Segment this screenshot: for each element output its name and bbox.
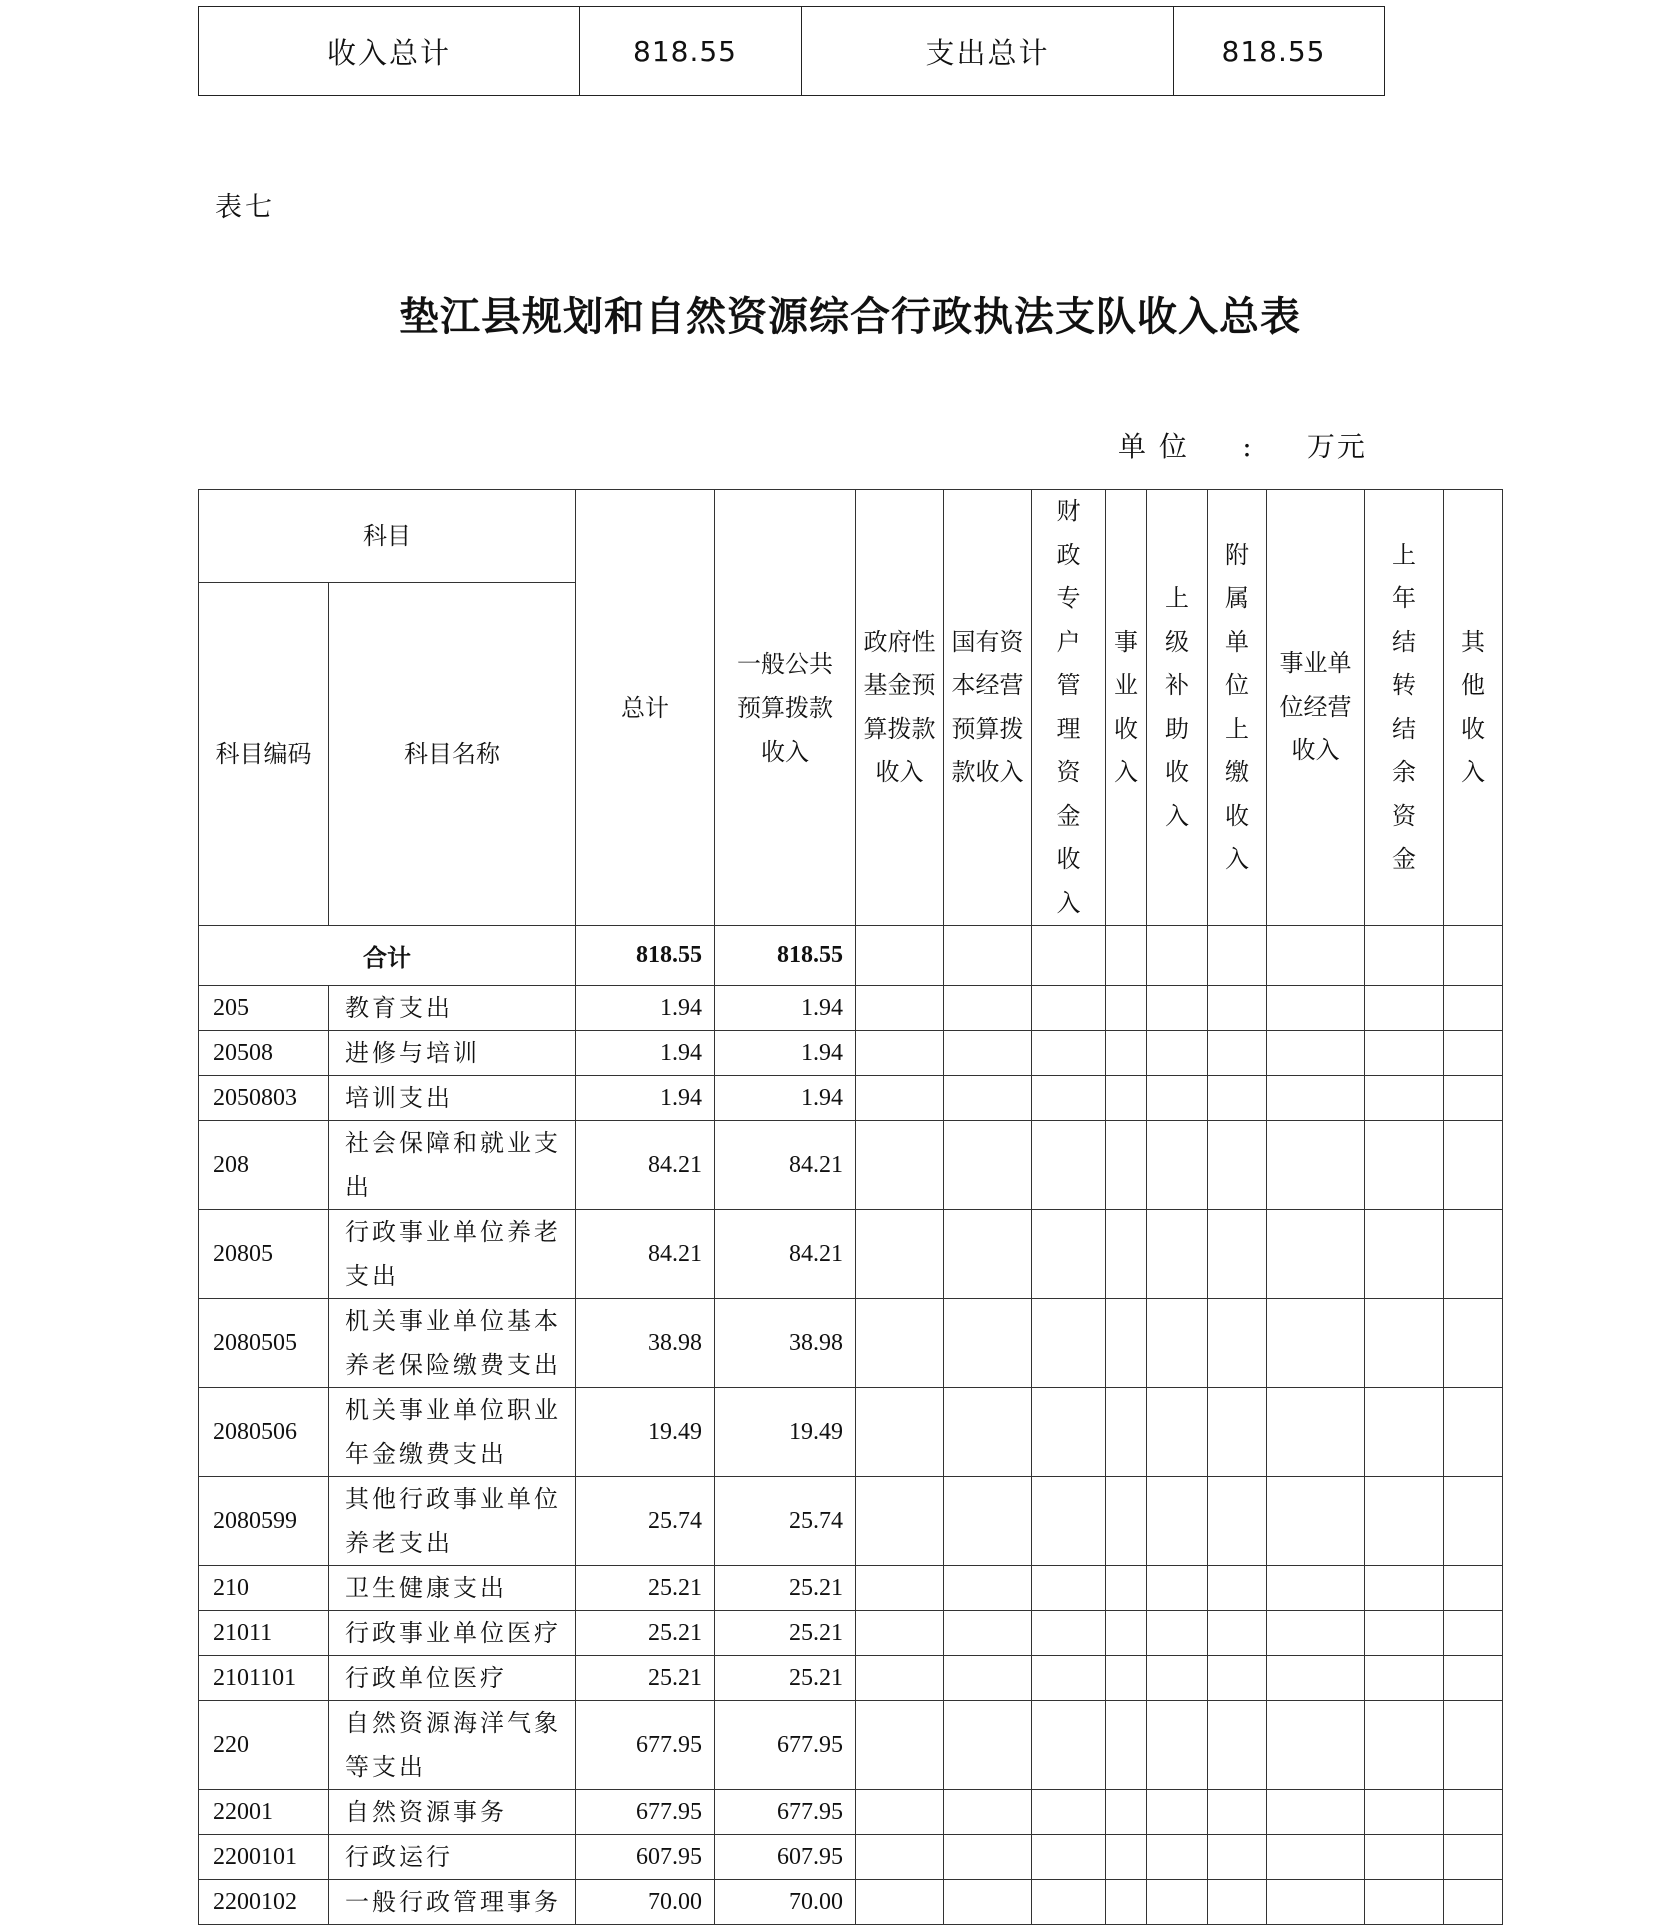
total-cell: 70.00 — [576, 1880, 715, 1925]
empty-cell — [1147, 1611, 1208, 1656]
empty-cell — [944, 1299, 1032, 1388]
empty-cell — [1032, 1388, 1106, 1477]
empty-cell — [1267, 926, 1365, 986]
empty-cell — [1444, 1031, 1503, 1076]
empty-cell — [1444, 1121, 1503, 1210]
empty-cell — [1032, 1477, 1106, 1566]
empty-cell — [856, 1656, 944, 1701]
subject-code-cell: 20805 — [199, 1210, 329, 1299]
empty-cell — [1208, 1477, 1267, 1566]
empty-cell — [1267, 1477, 1365, 1566]
empty-cell — [1032, 926, 1106, 986]
total-cell: 19.49 — [576, 1388, 715, 1477]
empty-cell — [1147, 1835, 1208, 1880]
empty-cell — [1267, 1566, 1365, 1611]
table-row — [199, 1031, 1503, 1076]
subject-code-cell: 2101101 — [199, 1656, 329, 1701]
empty-cell — [856, 1388, 944, 1477]
empty-cell — [1208, 986, 1267, 1031]
table-row — [199, 1388, 1503, 1477]
empty-cell — [1106, 1656, 1147, 1701]
subject-name-cell: 进修与培训 — [329, 1031, 576, 1076]
empty-cell — [1444, 1835, 1503, 1880]
empty-cell — [856, 1299, 944, 1388]
empty-cell — [1267, 1656, 1365, 1701]
empty-cell — [1147, 986, 1208, 1031]
empty-cell — [1267, 1299, 1365, 1388]
unit-line — [1118, 425, 1367, 465]
empty-cell — [1147, 1477, 1208, 1566]
empty-cell — [1208, 1611, 1267, 1656]
total-row-label: 合计 — [199, 926, 576, 986]
table-row — [199, 1701, 1503, 1790]
empty-cell — [1032, 1656, 1106, 1701]
general-budget-header: 一般公共预算拨款收入 — [715, 490, 856, 926]
empty-cell — [856, 1790, 944, 1835]
empty-cell — [1267, 1388, 1365, 1477]
empty-cell — [1365, 1299, 1444, 1388]
empty-cell — [856, 1210, 944, 1299]
empty-cell — [1208, 1566, 1267, 1611]
table-row — [199, 1299, 1503, 1388]
table-row — [199, 1210, 1503, 1299]
empty-cell — [1444, 1210, 1503, 1299]
total-row-total: 818.55 — [576, 926, 715, 986]
subject-name-cell: 自然资源事务 — [329, 1790, 576, 1835]
empty-cell — [1267, 1076, 1365, 1121]
empty-cell — [1032, 1076, 1106, 1121]
empty-cell — [1208, 1121, 1267, 1210]
gov-fund-header: 政府性基金预算拨款收入 — [856, 490, 944, 926]
empty-cell — [1208, 1835, 1267, 1880]
general-budget-cell: 25.21 — [715, 1611, 856, 1656]
empty-cell — [1444, 1656, 1503, 1701]
subject-code-cell: 2200101 — [199, 1835, 329, 1880]
empty-cell — [1208, 1656, 1267, 1701]
empty-cell — [1106, 1388, 1147, 1477]
general-budget-cell: 70.00 — [715, 1880, 856, 1925]
fiscal-special-header: 财政专户管理资金收入 — [1032, 490, 1106, 926]
unit-label: 单 位 — [1118, 430, 1189, 463]
empty-cell — [1365, 1121, 1444, 1210]
empty-cell — [1147, 1210, 1208, 1299]
empty-cell — [856, 1835, 944, 1880]
table-row — [199, 986, 1503, 1031]
empty-cell — [1147, 1701, 1208, 1790]
subject-name-cell: 行政事业单位养老支出 — [329, 1210, 576, 1299]
total-header: 总计 — [576, 490, 715, 926]
empty-cell — [1208, 1790, 1267, 1835]
empty-cell — [1208, 926, 1267, 986]
empty-cell — [1208, 1388, 1267, 1477]
empty-cell — [1032, 1790, 1106, 1835]
other-income-header: 其他收入 — [1444, 490, 1503, 926]
table-row — [199, 1790, 1503, 1835]
total-row-general-budget: 818.55 — [715, 926, 856, 986]
superior-subsidy-header: 上级补助收入 — [1147, 490, 1208, 926]
empty-cell — [856, 1477, 944, 1566]
subject-name-cell: 其他行政事业单位养老支出 — [329, 1477, 576, 1566]
total-cell: 1.94 — [576, 1076, 715, 1121]
empty-cell — [1444, 1611, 1503, 1656]
empty-cell — [944, 1076, 1032, 1121]
subject-code-cell: 220 — [199, 1701, 329, 1790]
empty-cell — [1365, 1388, 1444, 1477]
empty-cell — [1106, 1611, 1147, 1656]
empty-cell — [944, 1566, 1032, 1611]
table-row — [199, 1611, 1503, 1656]
empty-cell — [1147, 1031, 1208, 1076]
empty-cell — [1106, 926, 1147, 986]
total-cell: 84.21 — [576, 1121, 715, 1210]
empty-cell — [1267, 1790, 1365, 1835]
income-expense-summary-table — [198, 6, 1385, 96]
empty-cell — [1365, 1880, 1444, 1925]
empty-cell — [856, 926, 944, 986]
empty-cell — [944, 1388, 1032, 1477]
code-header: 科目编码 — [199, 583, 329, 926]
empty-cell — [1365, 986, 1444, 1031]
subject-name-cell: 行政事业单位医疗 — [329, 1611, 576, 1656]
table-row — [199, 1880, 1503, 1925]
empty-cell — [1365, 1566, 1444, 1611]
empty-cell — [1147, 1790, 1208, 1835]
empty-cell — [1365, 1031, 1444, 1076]
total-cell: 38.98 — [576, 1299, 715, 1388]
empty-cell — [1444, 1388, 1503, 1477]
general-budget-cell: 677.95 — [715, 1701, 856, 1790]
general-budget-cell: 1.94 — [715, 1076, 856, 1121]
empty-cell — [1032, 1031, 1106, 1076]
subject-name-cell: 教育支出 — [329, 986, 576, 1031]
empty-cell — [1106, 1210, 1147, 1299]
empty-cell — [1147, 1076, 1208, 1121]
table-row — [199, 1076, 1503, 1121]
general-budget-cell: 25.21 — [715, 1566, 856, 1611]
empty-cell — [944, 926, 1032, 986]
empty-cell — [1147, 1656, 1208, 1701]
empty-cell — [1106, 1880, 1147, 1925]
empty-cell — [1208, 1076, 1267, 1121]
empty-cell — [1365, 1790, 1444, 1835]
empty-cell — [1444, 1566, 1503, 1611]
subject-header: 科目 — [199, 490, 576, 583]
empty-cell — [1106, 1299, 1147, 1388]
empty-cell — [1147, 1121, 1208, 1210]
total-cell: 1.94 — [576, 1031, 715, 1076]
empty-cell — [1147, 1388, 1208, 1477]
empty-cell — [944, 1477, 1032, 1566]
subject-name-cell: 卫生健康支出 — [329, 1566, 576, 1611]
empty-cell — [944, 1031, 1032, 1076]
empty-cell — [1208, 1299, 1267, 1388]
subject-name-cell: 机关事业单位职业年金缴费支出 — [329, 1388, 576, 1477]
empty-cell — [1147, 926, 1208, 986]
empty-cell — [1032, 1835, 1106, 1880]
empty-cell — [1444, 986, 1503, 1031]
empty-cell — [1032, 1121, 1106, 1210]
subject-code-cell: 2080505 — [199, 1299, 329, 1388]
empty-cell — [1365, 926, 1444, 986]
total-cell: 84.21 — [576, 1210, 715, 1299]
empty-cell — [856, 1076, 944, 1121]
empty-cell — [944, 1701, 1032, 1790]
subject-code-cell: 205 — [199, 986, 329, 1031]
empty-cell — [856, 1031, 944, 1076]
data-rows — [199, 986, 1503, 1925]
subject-name-cell: 行政运行 — [329, 1835, 576, 1880]
header-row-1 — [199, 490, 1503, 583]
empty-cell — [1444, 1477, 1503, 1566]
subject-code-cell: 21011 — [199, 1611, 329, 1656]
empty-cell — [1444, 1880, 1503, 1925]
table-row — [199, 1477, 1503, 1566]
empty-cell — [944, 1210, 1032, 1299]
empty-cell — [1267, 1701, 1365, 1790]
empty-cell — [1208, 1031, 1267, 1076]
empty-cell — [1147, 1299, 1208, 1388]
total-cell: 1.94 — [576, 986, 715, 1031]
name-header: 科目名称 — [329, 583, 576, 926]
subject-name-cell: 机关事业单位基本养老保险缴费支出 — [329, 1299, 576, 1388]
general-budget-cell: 677.95 — [715, 1790, 856, 1835]
empty-cell — [1032, 1701, 1106, 1790]
unit-colon: : — [1242, 430, 1254, 463]
empty-cell — [1444, 926, 1503, 986]
empty-cell — [944, 1121, 1032, 1210]
empty-cell — [1365, 1210, 1444, 1299]
income-summary-table — [198, 489, 1503, 1925]
empty-cell — [1106, 1835, 1147, 1880]
state-capital-header: 国有资本经营预算拨款收入 — [944, 490, 1032, 926]
total-row — [199, 926, 1503, 986]
empty-cell — [1444, 1299, 1503, 1388]
empty-cell — [856, 1701, 944, 1790]
table-row — [199, 1121, 1503, 1210]
empty-cell — [1147, 1566, 1208, 1611]
empty-cell — [1032, 1566, 1106, 1611]
empty-cell — [1106, 1031, 1147, 1076]
empty-cell — [1032, 1880, 1106, 1925]
general-budget-cell: 84.21 — [715, 1210, 856, 1299]
empty-cell — [1365, 1656, 1444, 1701]
empty-cell — [944, 1880, 1032, 1925]
empty-cell — [1147, 1880, 1208, 1925]
general-budget-cell: 1.94 — [715, 1031, 856, 1076]
subject-code-cell: 210 — [199, 1566, 329, 1611]
page-title: 垫江县规划和自然资源综合行政执法支队收入总表 — [399, 294, 1301, 340]
empty-cell — [1267, 1210, 1365, 1299]
table-number-label: 表七 — [215, 192, 275, 223]
income-total-value: 818.55 — [580, 7, 802, 96]
empty-cell — [1267, 986, 1365, 1031]
total-cell: 677.95 — [576, 1701, 715, 1790]
empty-cell — [856, 1566, 944, 1611]
empty-cell — [1032, 1611, 1106, 1656]
general-budget-cell: 607.95 — [715, 1835, 856, 1880]
empty-cell — [1032, 1299, 1106, 1388]
empty-cell — [944, 1790, 1032, 1835]
subject-code-cell: 2050803 — [199, 1076, 329, 1121]
subject-name-cell: 行政单位医疗 — [329, 1656, 576, 1701]
total-cell: 25.21 — [576, 1611, 715, 1656]
empty-cell — [1106, 1121, 1147, 1210]
subject-code-cell: 22001 — [199, 1790, 329, 1835]
table-row — [199, 1835, 1503, 1880]
summary-row — [199, 7, 1385, 96]
table-row — [199, 1656, 1503, 1701]
empty-cell — [1267, 1121, 1365, 1210]
empty-cell — [856, 986, 944, 1031]
empty-cell — [856, 1611, 944, 1656]
table-row — [199, 1566, 1503, 1611]
empty-cell — [856, 1121, 944, 1210]
general-budget-cell: 38.98 — [715, 1299, 856, 1388]
total-cell: 25.21 — [576, 1566, 715, 1611]
empty-cell — [1365, 1477, 1444, 1566]
empty-cell — [1106, 1076, 1147, 1121]
unit-value: 万元 — [1306, 430, 1367, 463]
income-total-label: 收入总计 — [199, 7, 580, 96]
empty-cell — [1444, 1701, 1503, 1790]
empty-cell — [944, 1611, 1032, 1656]
general-budget-cell: 84.21 — [715, 1121, 856, 1210]
empty-cell — [1444, 1790, 1503, 1835]
carryover-header: 上年结转结余资金 — [1365, 490, 1444, 926]
empty-cell — [1032, 986, 1106, 1031]
operating-income-header: 事业单位经营收入 — [1267, 490, 1365, 926]
empty-cell — [1365, 1076, 1444, 1121]
empty-cell — [1267, 1835, 1365, 1880]
empty-cell — [1267, 1611, 1365, 1656]
business-income-header: 事业收入 — [1106, 490, 1147, 926]
subject-code-cell: 208 — [199, 1121, 329, 1210]
empty-cell — [944, 986, 1032, 1031]
total-cell: 25.74 — [576, 1477, 715, 1566]
expense-total-label: 支出总计 — [802, 7, 1174, 96]
empty-cell — [1106, 1566, 1147, 1611]
empty-cell — [1106, 986, 1147, 1031]
total-cell: 677.95 — [576, 1790, 715, 1835]
empty-cell — [856, 1880, 944, 1925]
empty-cell — [1267, 1031, 1365, 1076]
subject-code-cell: 2200102 — [199, 1880, 329, 1925]
empty-cell — [1032, 1210, 1106, 1299]
empty-cell — [1444, 1076, 1503, 1121]
subject-name-cell: 社会保障和就业支出 — [329, 1121, 576, 1210]
empty-cell — [944, 1835, 1032, 1880]
empty-cell — [1106, 1701, 1147, 1790]
general-budget-cell: 1.94 — [715, 986, 856, 1031]
subject-code-cell: 2080599 — [199, 1477, 329, 1566]
empty-cell — [1106, 1477, 1147, 1566]
subject-code-cell: 2080506 — [199, 1388, 329, 1477]
affiliated-payment-header: 附属单位上缴收入 — [1208, 490, 1267, 926]
subject-name-cell: 一般行政管理事务 — [329, 1880, 576, 1925]
empty-cell — [1208, 1880, 1267, 1925]
subject-code-cell: 20508 — [199, 1031, 329, 1076]
empty-cell — [1208, 1701, 1267, 1790]
empty-cell — [1106, 1790, 1147, 1835]
total-cell: 607.95 — [576, 1835, 715, 1880]
empty-cell — [1267, 1880, 1365, 1925]
subject-name-cell: 自然资源海洋气象等支出 — [329, 1701, 576, 1790]
empty-cell — [1208, 1210, 1267, 1299]
total-cell: 25.21 — [576, 1656, 715, 1701]
empty-cell — [1365, 1611, 1444, 1656]
general-budget-cell: 19.49 — [715, 1388, 856, 1477]
general-budget-cell: 25.21 — [715, 1656, 856, 1701]
subject-name-cell: 培训支出 — [329, 1076, 576, 1121]
expense-total-value: 818.55 — [1174, 7, 1385, 96]
empty-cell — [1365, 1701, 1444, 1790]
empty-cell — [1365, 1835, 1444, 1880]
general-budget-cell: 25.74 — [715, 1477, 856, 1566]
empty-cell — [944, 1656, 1032, 1701]
